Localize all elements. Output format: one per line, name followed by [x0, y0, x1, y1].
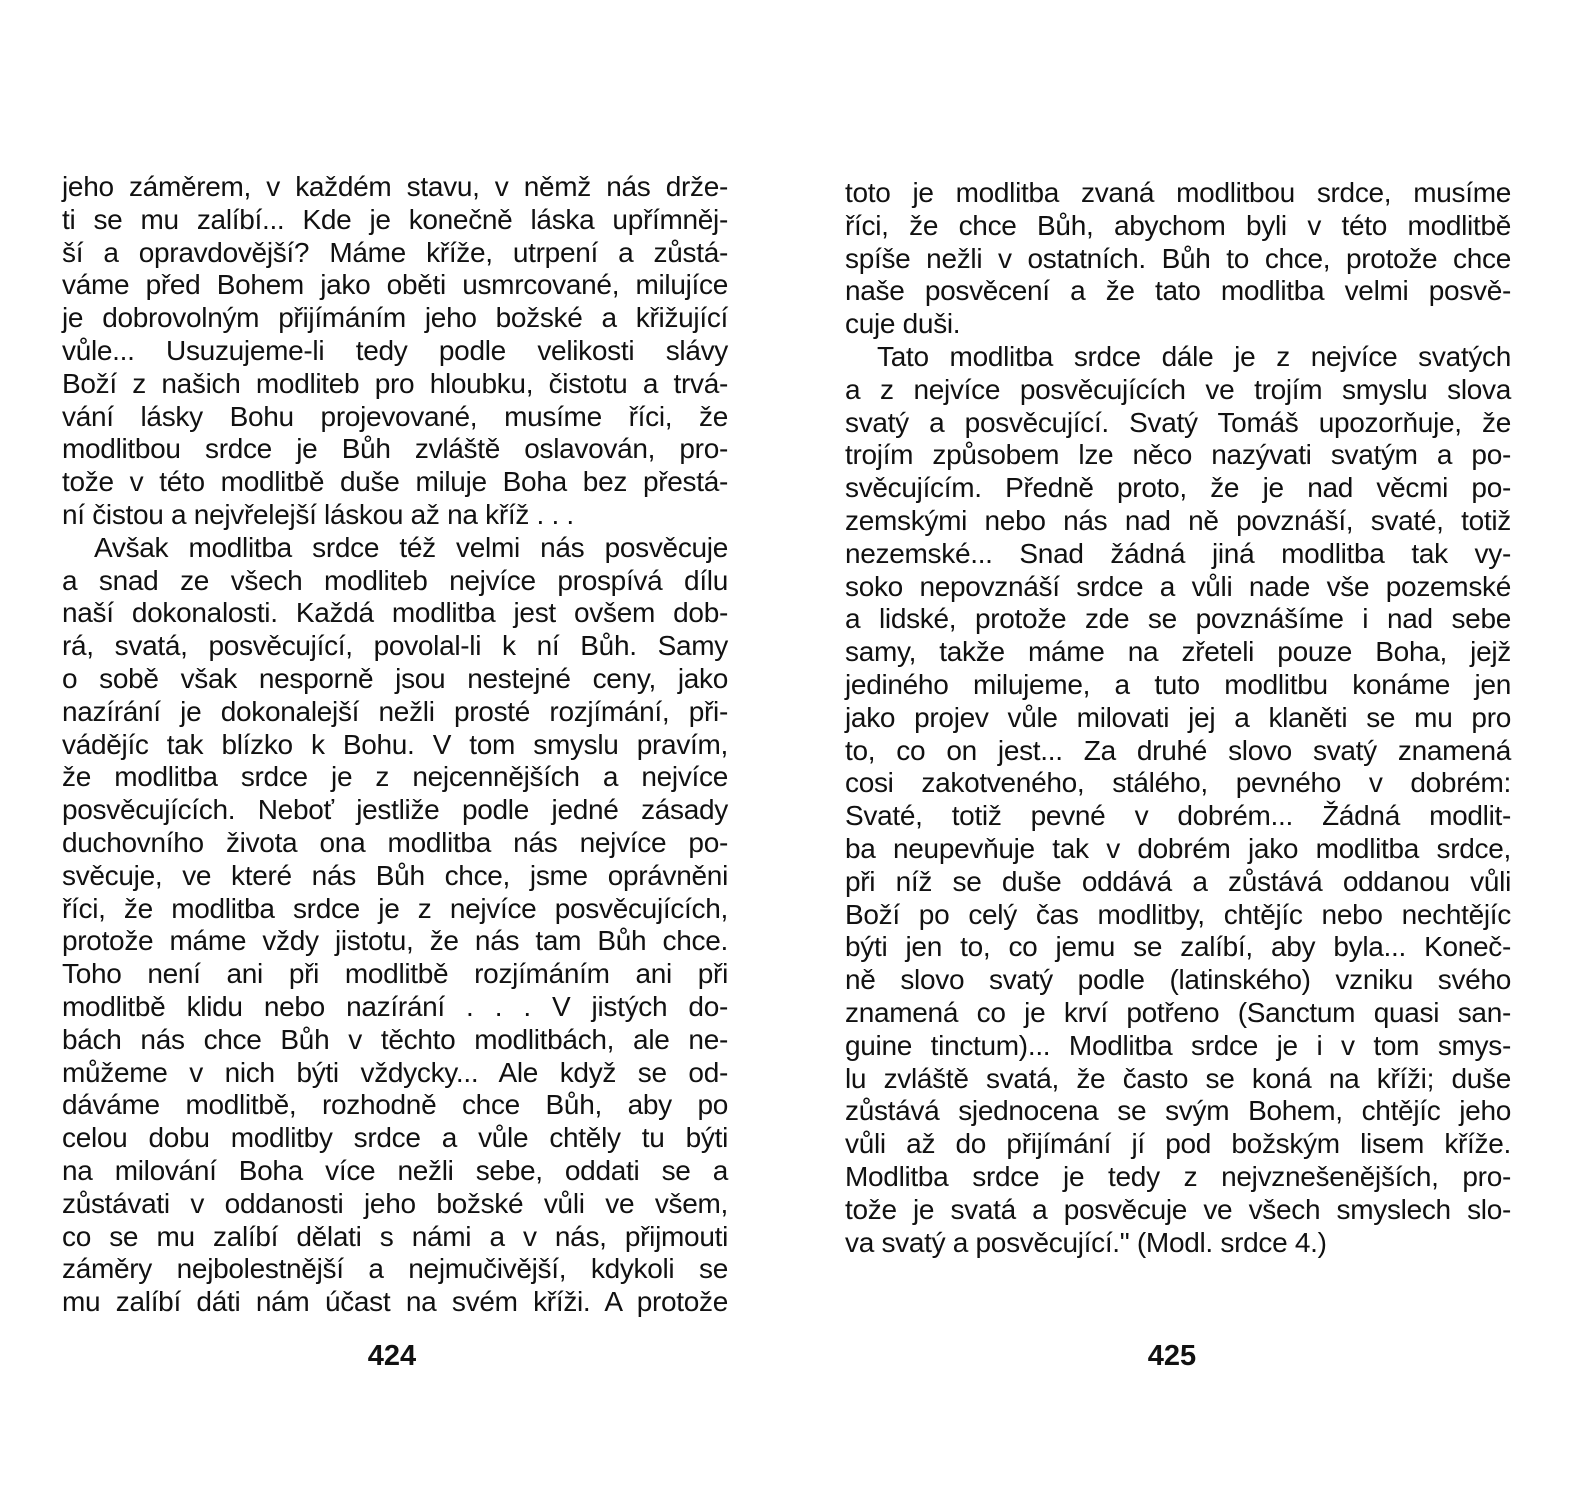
text-line: ně slovo svatý podle (latinského) vzniku svého [845, 964, 1511, 996]
text-line: vůle... Usuzujeme-li tedy podle velikosti slávy [62, 334, 728, 366]
text-line: duchovního života ona modlitba nás nejvíce po- [62, 826, 728, 858]
right-page-text [845, 177, 1511, 1259]
text-line: záměry nejbolestnější a nejmučivější, kdykoli se [62, 1253, 728, 1285]
text-line: lu zvláště svatá, že často se koná na kříži; duše [845, 1062, 1511, 1094]
text-line: na milování Boha více nežli sebe, oddati se a [62, 1154, 728, 1186]
text-line: guine tinctum)... Modlitba srdce je i v tom smys- [845, 1029, 1511, 1061]
text-line: zůstává sjednocena se svým Bohem, chtějíc jeho [845, 1095, 1511, 1127]
text-line: ní čistou a nejvřelejší láskou až na kříž . . . [62, 498, 574, 530]
text-line: tože v této modlitbě duše miluje Boha bez přestá- [62, 466, 728, 498]
text-line: zůstávati v oddanosti jeho božské vůli ve všem, [62, 1187, 728, 1219]
text-line: cuje duši. [845, 308, 961, 340]
text-line: mu zalíbí dáti nám účast na svém kříži. A protože [62, 1286, 728, 1318]
text-line: Avšak modlitba srdce též velmi nás posvěcuje [94, 531, 728, 563]
text-line: Svaté, totiž pevné v dobrém... Žádná modlit- [845, 800, 1511, 832]
page-number-left: 424 [367, 1340, 417, 1372]
text-line: samy, takže máme na zřeteli pouze Boha, jejž [845, 636, 1511, 668]
text-line: nazírání je dokonalejší nežli prosté rozjímání, při- [62, 695, 728, 727]
text-line: trojím způsobem lze něco nazývati svatým a po- [845, 439, 1511, 471]
text-line: modlitbě klidu nebo nazírání . . . V jistých do- [62, 990, 728, 1022]
text-line: Tato modlitba srdce dále je z nejvíce svatých [877, 340, 1511, 372]
text-line: protože máme vždy jistotu, že nás tam Bůh chce. [62, 925, 728, 957]
text-line: je dobrovolným přijímáním jeho božské a křižující [62, 302, 728, 334]
text-line: že modlitba srdce je z nejcennějších a nejvíce [62, 761, 728, 793]
text-line: soko nepovznáší srdce a vůli nade vše pozemské [845, 570, 1511, 602]
text-line: co se mu zalíbí dělati s námi a v nás, přijmouti [62, 1220, 728, 1252]
text-line: naše posvěcení a že tato modlitba velmi posvě- [845, 275, 1511, 307]
text-line: Modlitba srdce je tedy z nejvznešenějších, pro- [845, 1160, 1511, 1192]
text-line: toto je modlitba zvaná modlitbou srdce, musíme [845, 177, 1511, 208]
text-line: vádějíc tak blízko k Bohu. V tom smyslu pravím, [62, 728, 728, 760]
text-line: o sobě však nesporně jsou nestejné ceny, jako [62, 662, 728, 694]
text-line: ba neupevňuje tak v dobrém jako modlitba srdce, [845, 832, 1511, 864]
left-page-text [62, 171, 728, 1319]
text-line: jako projev vůle milovati jej a klaněti se mu pro [845, 701, 1511, 733]
text-line: svěcujícím. Předně proto, že je nad věcmi po- [845, 472, 1511, 504]
text-line: můžeme v nich býti vždycky... Ale když se od- [62, 1056, 728, 1088]
text-line: ti se mu zalíbí... Kde je konečně láska upřímněj- [62, 203, 728, 235]
text-line: při níž se duše oddává a zůstává oddanou vůli [845, 865, 1511, 897]
text-line: cosi zakotveného, stálého, pevného v dobrém: [845, 767, 1511, 799]
text-line: jeho záměrem, v každém stavu, v němž nás drže- [62, 171, 728, 202]
text-line: nezemské... Snad žádná jiná modlitba tak vy- [845, 537, 1511, 569]
text-line: svěcuje, ve které nás Bůh chce, jsme oprávněni [62, 859, 728, 891]
text-line: býti jen to, co jemu se zalíbí, aby byla... Koneč- [845, 931, 1511, 963]
text-line: a snad ze všech modliteb nejvíce prospívá dílu [62, 564, 728, 596]
text-line: a lidské, protože zde se povznášíme i nad sebe [845, 603, 1511, 635]
text-line: modlitbou srdce je Bůh zvláště oslavován, pro- [62, 433, 728, 465]
text-line: ší a opravdovější? Máme kříže, utrpení a zůstá- [62, 236, 728, 268]
text-line: posvěcujících. Neboť jestliže podle jedné zásady [62, 794, 728, 826]
text-line: bách nás chce Bůh v těchto modlitbách, ale ne- [62, 1023, 728, 1055]
text-line: Boží z našich modliteb pro hloubku, čistotu a trvá- [62, 367, 728, 399]
text-line: vání lásky Bohu projevované, musíme říci, že [62, 400, 728, 432]
text-line: a z nejvíce posvěcujících ve trojím smyslu slova [845, 373, 1511, 405]
text-line: zemskými nebo nás nad ně povznáší, svaté, totiž [845, 504, 1511, 536]
page-number-right: 425 [1147, 1340, 1197, 1372]
text-line: váme před Bohem jako oběti usmrcované, milujíce [62, 269, 728, 301]
text-line: naší dokonalosti. Každá modlitba jest ovšem dob- [62, 597, 728, 629]
text-line: Boží po celý čas modlitby, chtějíc nebo nechtějíc [845, 898, 1511, 930]
text-line: va svatý a posvěcující." (Modl. srdce 4.) [845, 1226, 1327, 1258]
text-line: jediného milujeme, a tuto modlitbu konáme jen [845, 668, 1511, 700]
text-line: rá, svatá, posvěcující, povolal-li k ní Bůh. Samy [62, 630, 728, 662]
text-line: tože je svatá a posvěcuje ve všech smyslech slo- [845, 1193, 1511, 1225]
text-line: svatý a posvěcující. Svatý Tomáš upozorňuje, že [845, 406, 1511, 438]
text-line: říci, že modlitba srdce je z nejvíce posvěcujících, [62, 892, 728, 924]
text-line: vůli až do přijímání jí pod božským lisem kříže. [845, 1128, 1511, 1160]
text-line: spíše nežli v ostatních. Bůh to chce, protože chce [845, 242, 1511, 274]
text-line: říci, že chce Bůh, abychom byli v této modlitbě [845, 209, 1511, 241]
right-page [785, 0, 1570, 1500]
text-line: celou dobu modlitby srdce a vůle chtěly tu býti [62, 1122, 728, 1154]
text-line: dáváme modlitbě, rozhodně chce Bůh, aby po [62, 1089, 728, 1121]
text-line: to, co on jest... Za druhé slovo svatý znamená [845, 734, 1511, 766]
text-line: znamená co je krví potřeno (Sanctum quasi san- [845, 996, 1511, 1028]
text-line: Toho není ani při modlitbě rozjímáním ani při [62, 958, 728, 990]
